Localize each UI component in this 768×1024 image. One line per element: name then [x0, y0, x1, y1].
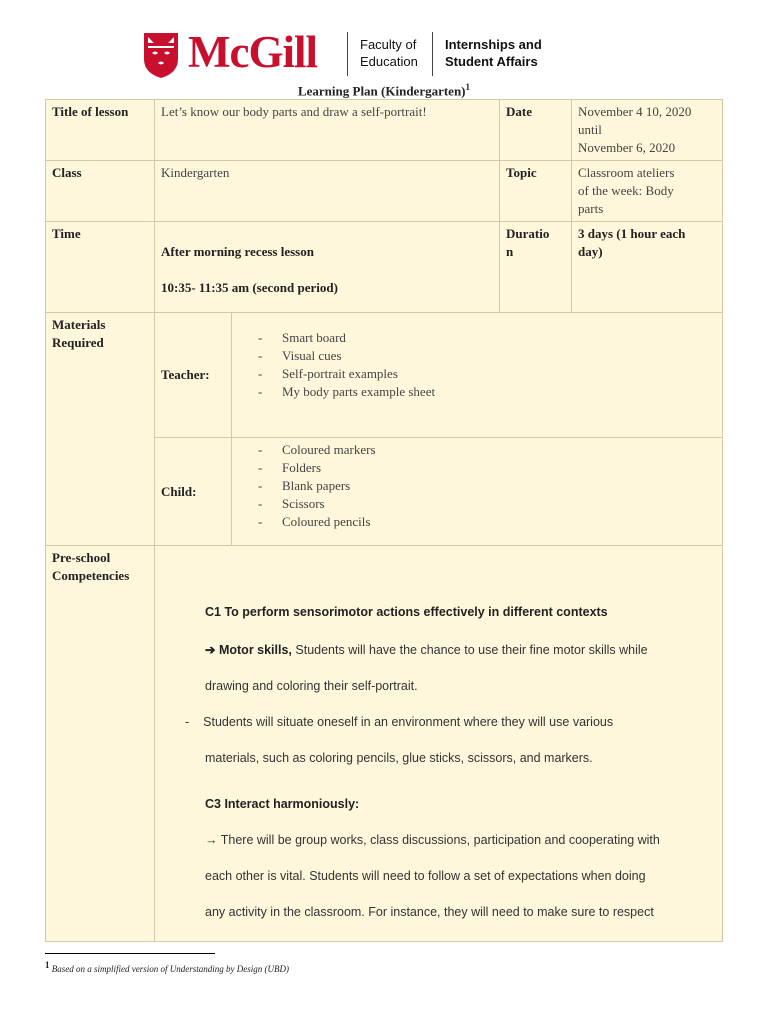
class-value: Kindergarten: [155, 161, 500, 222]
motor-skills-text: ➔ Motor skills, Students will have the chance to use their fine motor skills while: [205, 643, 648, 657]
motor-skills-text-cont: drawing and coloring their self-portrait.: [205, 679, 418, 693]
competencies-content: [155, 546, 723, 942]
title-label: Title of lesson: [46, 100, 155, 161]
date-value: November 4 10, 2020 until November 6, 2020: [572, 100, 723, 161]
child-materials-list: [238, 441, 716, 531]
date-label: Date: [500, 100, 572, 161]
learning-plan-table: [45, 99, 723, 942]
situate-text-cont: materials, such as coloring pencils, glue sticks, scissors, and markers.: [205, 751, 593, 765]
arrow-right-icon: ➔: [205, 643, 216, 657]
duration-value: 3 days (1 hour each day): [572, 222, 723, 313]
c1-heading: C1 To perform sensorimotor actions effectively in different contexts: [205, 605, 608, 619]
child-materials: [232, 438, 723, 546]
list-item: - Smart board: [238, 329, 716, 347]
teacher-label: Teacher:: [155, 313, 232, 438]
arrow-right-icon: →: [205, 833, 218, 847]
faculty-name: Faculty of Education: [360, 37, 418, 69]
header-divider: [347, 32, 348, 76]
c3-text-cont: each other is vital. Students will need to follow a set of expectations when doing: [205, 869, 646, 883]
materials-label: Materials Required: [46, 313, 155, 546]
footnote-divider: [45, 953, 215, 954]
duration-label: Duratio n: [500, 222, 572, 313]
time-value: After morning recess lesson 10:35- 11:35 am (second period): [155, 222, 500, 313]
list-item: - Folders: [238, 459, 716, 477]
footnote-ref: 1: [45, 960, 50, 970]
list-item: - Coloured pencils: [238, 513, 716, 531]
topic-value: Classroom ateliers of the week: Body parts: [572, 161, 723, 222]
brand-name: McGill: [188, 27, 317, 77]
row-time: [46, 222, 723, 313]
dash-bullet: -: [185, 715, 190, 729]
list-item: - Visual cues: [238, 347, 716, 365]
teacher-materials: [232, 313, 723, 438]
child-label: Child:: [155, 438, 232, 546]
unit-name: Internships and Student Affairs: [445, 37, 542, 69]
row-class: [46, 161, 723, 222]
list-item: - Self-portrait examples: [238, 365, 716, 383]
c3-text: → There will be group works, class discussions, participation and cooperating with: [205, 833, 660, 847]
teacher-materials-list: [238, 329, 716, 401]
list-item: - My body parts example sheet: [238, 383, 716, 401]
title-value: Let’s know our body parts and draw a self-portrait!: [155, 100, 500, 161]
c3-text-cont: any activity in the classroom. For instance, they will need to make sure to respect: [205, 905, 654, 919]
list-item: - Blank papers: [238, 477, 716, 495]
class-label: Class: [46, 161, 155, 222]
row-title: [46, 100, 723, 161]
list-item: - Coloured markers: [238, 441, 716, 459]
competencies-label: Pre-school Competencies: [46, 546, 155, 942]
c3-heading: C3 Interact harmoniously:: [205, 797, 360, 811]
mcgill-shield-logo: [142, 31, 180, 79]
header-divider: [432, 32, 433, 76]
topic-label: Topic: [500, 161, 572, 222]
time-label: Time: [46, 222, 155, 313]
footnote-ref: 1: [465, 82, 471, 92]
row-materials-teacher: [46, 313, 723, 438]
footnote: $^1$ Based on a simplified version of Understanding by Design (UBD): [45, 960, 289, 974]
row-competencies: [46, 546, 723, 942]
header: [142, 28, 582, 80]
document-title: Learning Plan (Kindergarten)$^1$: [297, 82, 471, 99]
situate-text: - Students will situate oneself in an environment where they will use various: [185, 715, 614, 729]
list-item: - Scissors: [238, 495, 716, 513]
